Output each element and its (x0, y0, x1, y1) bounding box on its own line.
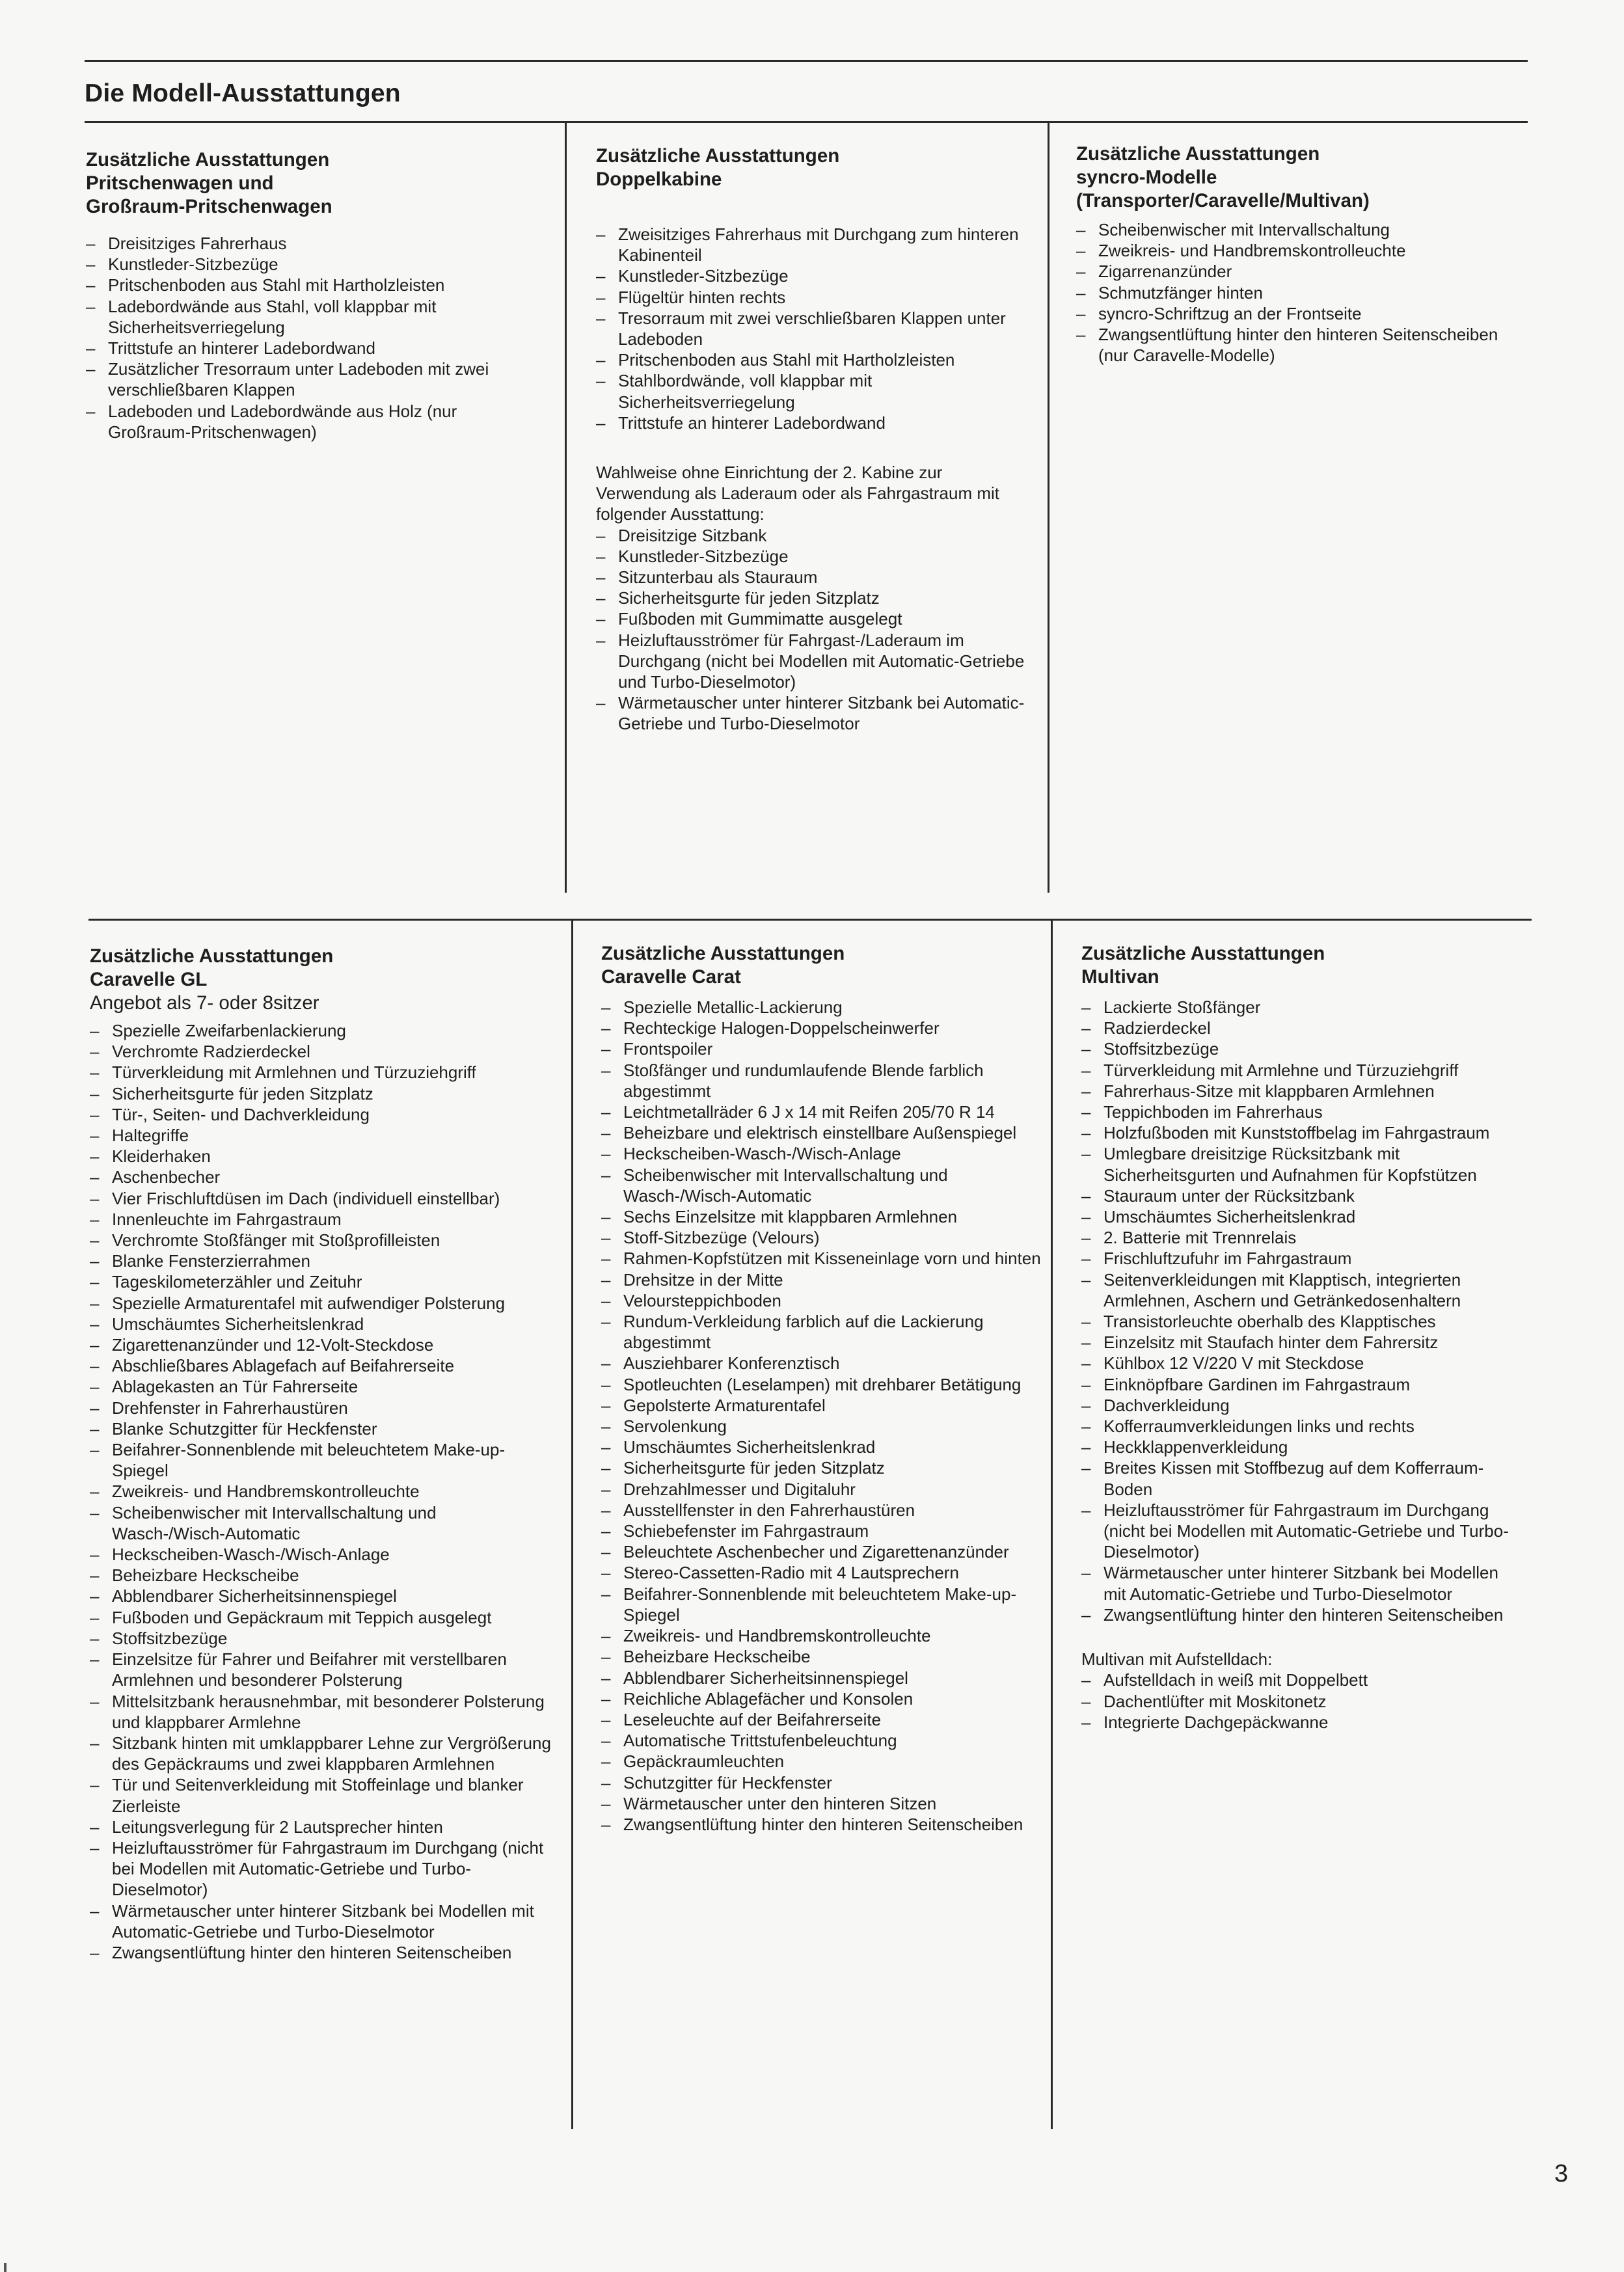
list-item: – Scheibenwischer mit Intervallschaltung und Wasch-/Wisch-Automatic (601, 1165, 1044, 1206)
list-item: – Ausziehbarer Konferenztisch (601, 1353, 1044, 1373)
list-item: – Stauraum unter der Rücksitzbank (1081, 1185, 1524, 1206)
list-item: – Dachverkleidung (1081, 1395, 1524, 1416)
section-paragraph: Wahlweise ohne Einrichtung der 2. Kabine zur Verwendung als Laderaum oder als Fahrgastraum mit folgender Ausstattung: (596, 463, 999, 524)
list-item: – Spotleuchten (Leselampen) mit drehbarer Betätigung (601, 1374, 1044, 1395)
list-item: – Zweisitziges Fahrerhaus mit Durchgang zum hinteren Kabinenteil (596, 224, 1038, 265)
list-item: – Trittstufe an hinterer Ladebordwand (596, 412, 1038, 433)
list-item: – Heizluftausströmer für Fahrgast-/Laderaum im Durchgang (nicht bei Modellen mit Automatic-Getriebe und Turbo-Dieselmotor) (596, 630, 1038, 693)
section-heading: Zusätzliche Ausstattungen Multivan (1081, 943, 1325, 988)
section-heading: Zusätzliche Ausstattungen Caravelle Carat (601, 943, 845, 988)
list-item: – Rechteckige Halogen-Doppelscheinwerfer (601, 1018, 1044, 1038)
column-divider-2 (1048, 121, 1049, 893)
list-item: – Abblendbarer Sicherheitsinnenspiegel (601, 1668, 1044, 1688)
list-item: – Ablagekasten an Tür Fahrerseite (90, 1376, 552, 1397)
page-title: Die Modell-Ausstattungen (85, 79, 401, 107)
list-item: – Zwangsentlüftung hinter den hinteren Seitenscheiben (1081, 1604, 1524, 1625)
list-item: – Sitzunterbau als Stauraum (596, 567, 1038, 588)
list-item: – Gepäckraumleuchten (601, 1751, 1044, 1772)
list-item: – Tür-, Seiten- und Dachverkleidung (90, 1104, 552, 1125)
list-item: – Sicherheitsgurte für jeden Sitzplatz (596, 588, 1038, 608)
list-item: – Drehsitze in der Mitte (601, 1269, 1044, 1290)
section-subtitle: Angebot als 7- oder 8sitzer (90, 992, 319, 1014)
list-item: – Radzierdeckel (1081, 1018, 1524, 1038)
list-item: – Ladeboden und Ladebordwände aus Holz (nur Großraum-Pritschenwagen) (86, 401, 541, 442)
list-item: – Mittelsitzbank herausnehmbar, mit besonderer Polsterung und klappbarer Armlehne (90, 1691, 552, 1733)
list-item: – Umlegbare dreisitzige Rücksitzbank mit Sicherheitsgurten und Aufnahmen für Kopfstützen (1081, 1143, 1524, 1185)
section-doppelkabine (596, 144, 1038, 735)
list-item: – Heckklappenverkleidung (1081, 1437, 1524, 1457)
list-item: – Lackierte Stoßfänger (1081, 997, 1524, 1018)
list-item: – Flügeltür hinten rechts (596, 287, 1038, 308)
list-item: – Kunstleder-Sitzbezüge (596, 265, 1038, 286)
list-item: – Türverkleidung mit Armlehne und Türzuziehgriff (1081, 1060, 1524, 1081)
list-item: – Leseleuchte auf der Beifahrerseite (601, 1709, 1044, 1730)
equipment-list-secondary (1081, 1670, 1524, 1733)
list-item: – Stoßfänger und rundumlaufende Blende farblich abgestimmt (601, 1060, 1044, 1102)
column-divider-3 (571, 919, 573, 2129)
list-item: – Frontspoiler (601, 1038, 1044, 1059)
page-number: 3 (1554, 2160, 1568, 2187)
list-item: – Scheibenwischer mit Intervallschaltung (1076, 219, 1525, 240)
column-divider-4 (1051, 919, 1053, 2129)
list-item: – Sitzbank hinten mit umklappbarer Lehne zur Vergrößerung des Gepäckraums und zwei klappbaren Armlehnen (90, 1733, 552, 1774)
list-item: – Abschließbares Ablagefach auf Beifahrerseite (90, 1355, 552, 1376)
list-item: – Aschenbecher (90, 1167, 552, 1187)
list-item: – Zigarrenanzünder (1076, 261, 1525, 282)
list-item: – Leichtmetallräder 6 J x 14 mit Reifen 205/70 R 14 (601, 1102, 1044, 1122)
list-item: – Zusätzlicher Tresorraum unter Ladeboden mit zwei verschließbaren Klappen (86, 358, 541, 400)
list-item: – Heizluftausströmer für Fahrgastraum im Durchgang (nicht bei Modellen mit Automatic-Getriebe und Turbo-Dieselmotor) (90, 1837, 552, 1900)
list-item: – Pritschenboden aus Stahl mit Hartholzleisten (596, 349, 1038, 370)
list-item: – Zwangsentlüftung hinter den hinteren Seitenscheiben (90, 1942, 552, 1963)
list-item: – 2. Batterie mit Trennrelais (1081, 1227, 1524, 1248)
list-item: – Stoffsitzbezüge (90, 1628, 552, 1649)
list-item: – Stahlbordwände, voll klappbar mit Sicherheitsverriegelung (596, 370, 1038, 412)
list-item: – Automatische Trittstufenbeleuchtung (601, 1730, 1044, 1751)
list-item: – Beheizbare Heckscheibe (90, 1565, 552, 1586)
list-item: – Sicherheitsgurte für jeden Sitzplatz (601, 1457, 1044, 1478)
list-item: – Beleuchtete Aschenbecher und Zigarettenanzünder (601, 1541, 1044, 1562)
list-item: – Seitenverkleidungen mit Klapptisch, integrierten Armlehnen, Aschern und Getränkedosenhaltern (1081, 1269, 1524, 1311)
middle-rule (88, 919, 1532, 921)
list-item: – Haltegriffe (90, 1125, 552, 1146)
list-item: – Sicherheitsgurte für jeden Sitzplatz (90, 1083, 552, 1104)
list-item: – Zigarettenanzünder und 12-Volt-Steckdose (90, 1334, 552, 1355)
list-item: – Zwangsentlüftung hinter den hinteren Seitenscheiben (601, 1814, 1044, 1835)
list-item: – Tresorraum mit zwei verschließbaren Klappen unter Ladeboden (596, 308, 1038, 349)
list-item: – Dachentlüfter mit Moskitonetz (1081, 1691, 1524, 1712)
list-item: – Zweikreis- und Handbremskontrolleuchte (1076, 240, 1525, 261)
list-item: – Dreisitziges Fahrerhaus (86, 233, 541, 254)
list-item: – Kofferraumverkleidungen links und rechts (1081, 1416, 1524, 1437)
equipment-list-secondary (596, 525, 1038, 735)
list-item: – Zweikreis- und Handbremskontrolleuchte (601, 1625, 1044, 1646)
equipment-list (86, 233, 541, 442)
list-item: – Tür und Seitenverkleidung mit Stoffeinlage und blanker Zierleiste (90, 1774, 552, 1816)
equipment-list (596, 224, 1038, 433)
section-syncro (1076, 142, 1525, 366)
list-item: – Zwangsentlüftung hinter den hinteren Seitenscheiben (nur Caravelle-Modelle) (1076, 324, 1525, 366)
list-item: – Abblendbarer Sicherheitsinnenspiegel (90, 1586, 552, 1606)
list-item: – Heckscheiben-Wasch-/Wisch-Anlage (90, 1544, 552, 1565)
list-item: – Blanke Fensterzierrahmen (90, 1251, 552, 1271)
list-item: – Teppichboden im Fahrerhaus (1081, 1102, 1524, 1122)
equipment-list (90, 1020, 552, 1963)
list-item: – Tageskilometerzähler und Zeituhr (90, 1271, 552, 1292)
section-caravelle-gl (90, 945, 552, 1963)
list-item: – Fußboden und Gepäckraum mit Teppich ausgelegt (90, 1607, 552, 1628)
list-item: – Spezielle Metallic-Lackierung (601, 997, 1044, 1018)
list-item: – Einzelsitz mit Staufach hinter dem Fahrersitz (1081, 1332, 1524, 1353)
section-caravelle-carat (601, 942, 1044, 1835)
list-item: – Drehzahlmesser und Digitaluhr (601, 1479, 1044, 1500)
list-item: – Beifahrer-Sonnenblende mit beleuchtetem Make-up-Spiegel (601, 1584, 1044, 1625)
list-item: – Fußboden mit Gummimatte ausgelegt (596, 608, 1038, 629)
list-item: – Umschäumtes Sicherheitslenkrad (90, 1314, 552, 1334)
list-item: – Beheizbare Heckscheibe (601, 1646, 1044, 1667)
list-item: – Trittstufe an hinterer Ladebordwand (86, 338, 541, 358)
section-pritschenwagen (86, 148, 541, 442)
crop-mark (4, 2263, 7, 2272)
list-item: – Transistorleuchte oberhalb des Klapptisches (1081, 1311, 1524, 1332)
column-divider-1 (565, 121, 567, 893)
list-item: – Schutzgitter für Heckfenster (601, 1772, 1044, 1793)
list-item: – Einknöpfbare Gardinen im Fahrgastraum (1081, 1374, 1524, 1395)
list-item: – Verchromte Stoßfänger mit Stoßprofilleisten (90, 1230, 552, 1251)
list-item: – Türverkleidung mit Armlehnen und Türzuziehgriff (90, 1062, 552, 1083)
list-item: – Rundum-Verkleidung farblich auf die Lackierung abgestimmt (601, 1311, 1044, 1353)
list-item: – Fahrerhaus-Sitze mit klappbaren Armlehnen (1081, 1081, 1524, 1102)
list-item: – Gepolsterte Armaturentafel (601, 1395, 1044, 1416)
equipment-list (1081, 997, 1524, 1625)
list-item: – Umschäumtes Sicherheitslenkrad (1081, 1206, 1524, 1227)
top-rule (85, 60, 1528, 62)
list-item: – Rahmen-Kopfstützen mit Kisseneinlage vorn und hinten (601, 1248, 1044, 1269)
title-underline (85, 121, 1528, 123)
list-item: – Breites Kissen mit Stoffbezug auf dem Kofferraum-Boden (1081, 1457, 1524, 1499)
list-item: – Beifahrer-Sonnenblende mit beleuchtetem Make-up-Spiegel (90, 1439, 552, 1481)
section-heading: Zusätzliche Ausstattungen Caravelle GL (90, 945, 334, 990)
list-item: – Wärmetauscher unter den hinteren Sitzen (601, 1793, 1044, 1814)
list-item: – Reichliche Ablagefächer und Konsolen (601, 1688, 1044, 1709)
equipment-list (1076, 219, 1525, 366)
list-item: – Dreisitzige Sitzbank (596, 525, 1038, 546)
list-item: – Velourstеppichboden (601, 1290, 1044, 1311)
list-item: – Wärmetauscher unter hinterer Sitzbank bei Automatic-Getriebe und Turbo-Dieselmotor (596, 692, 1038, 734)
section-heading: Zusätzliche Ausstattungen syncro-Modelle (Transporter/Caravelle/Multivan) (1076, 143, 1370, 211)
list-item: – Stereo-Cassetten-Radio mit 4 Lautsprechern (601, 1562, 1044, 1583)
list-item: – Ausstellfenster in den Fahrerhaustüren (601, 1500, 1044, 1521)
list-item: – syncro-Schriftzug an der Frontseite (1076, 303, 1525, 324)
list-item: – Schmutzfänger hinten (1076, 282, 1525, 303)
list-item: – Wärmetauscher unter hinterer Sitzbank bei Modellen mit Automatic-Getriebe und Turbo-Dieselmotor (1081, 1562, 1524, 1604)
list-item: – Heckscheiben-Wasch-/Wisch-Anlage (601, 1143, 1044, 1164)
list-item: – Vier Frischluftdüsen im Dach (individuell einstellbar) (90, 1188, 552, 1209)
list-item: – Kleiderhaken (90, 1146, 552, 1167)
list-item: – Innenleuchte im Fahrgastraum (90, 1209, 552, 1230)
section-multivan (1081, 942, 1524, 1733)
list-item: – Stoffsitzbezüge (1081, 1038, 1524, 1059)
list-item: – Kunstleder-Sitzbezüge (596, 546, 1038, 567)
section-paragraph: Multivan mit Aufstelldach: (1081, 1649, 1273, 1670)
list-item: – Verchromte Radzierdeckel (90, 1041, 552, 1062)
list-item: – Integrierte Dachgepäckwanne (1081, 1712, 1524, 1733)
list-item: – Zweikreis- und Handbremskontrolleuchte (90, 1481, 552, 1502)
list-item: – Blanke Schutzgitter für Heckfenster (90, 1418, 552, 1439)
list-item: – Stoff-Sitzbezüge (Velours) (601, 1227, 1044, 1248)
list-item: – Frischluftzufuhr im Fahrgastraum (1081, 1248, 1524, 1269)
list-item: – Sechs Einzelsitze mit klappbaren Armlehnen (601, 1206, 1044, 1227)
equipment-list (601, 997, 1044, 1835)
list-item: – Einzelsitze für Fahrer und Beifahrer mit verstellbaren Armlehnen und besonderer Polsterung (90, 1649, 552, 1690)
list-item: – Drehfenster in Fahrerhaustüren (90, 1398, 552, 1418)
list-item: – Spezielle Armaturentafel mit aufwendiger Polsterung (90, 1293, 552, 1314)
list-item: – Schiebefenster im Fahrgastraum (601, 1521, 1044, 1541)
list-item: – Holzfußboden mit Kunststoffbelag im Fahrgastraum (1081, 1122, 1524, 1143)
list-item: – Wärmetauscher unter hinterer Sitzbank bei Modellen mit Automatic-Getriebe und Turbo-Dieselmotor (90, 1900, 552, 1942)
list-item: – Leitungsverlegung für 2 Lautsprecher hinten (90, 1817, 552, 1837)
list-item: – Kunstleder-Sitzbezüge (86, 254, 541, 275)
list-item: – Kühlbox 12 V/220 V mit Steckdose (1081, 1353, 1524, 1373)
list-item: – Aufstelldach in weiß mit Doppelbett (1081, 1670, 1524, 1690)
section-heading: Zusätzliche Ausstattungen Pritschenwagen und Großraum-Pritschenwagen (86, 149, 332, 217)
list-item: – Beheizbare und elektrisch einstellbare Außenspiegel (601, 1122, 1044, 1143)
list-item: – Pritschenboden aus Stahl mit Hartholzleisten (86, 275, 541, 295)
list-item: – Servolenkung (601, 1416, 1044, 1437)
list-item: – Umschäumtes Sicherheitslenkrad (601, 1437, 1044, 1457)
list-item: – Ladebordwände aus Stahl, voll klappbar mit Sicherheitsverriegelung (86, 296, 541, 338)
list-item: – Heizluftausströmer für Fahrgastraum im Durchgang (nicht bei Modellen mit Automatic-Getriebe und Turbo-Dieselmotor) (1081, 1500, 1524, 1563)
section-heading: Zusätzliche Ausstattungen Doppelkabine (596, 145, 840, 190)
list-item: – Scheibenwischer mit Intervallschaltung und Wasch-/Wisch-Automatic (90, 1502, 552, 1544)
list-item: – Spezielle Zweifarbenlackierung (90, 1020, 552, 1041)
